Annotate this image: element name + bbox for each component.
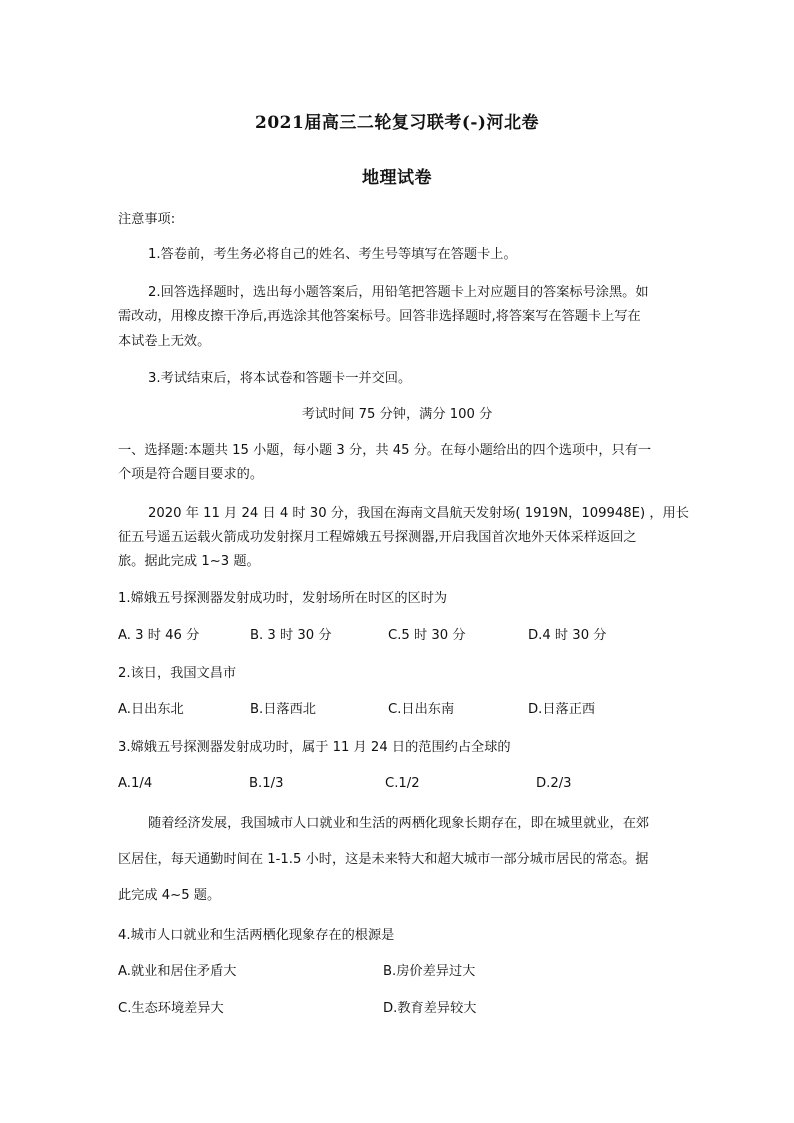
notice-item-3: 3.考试结束后，将本试卷和答题卡一并交回。 xyxy=(148,371,412,386)
question-1-stem: 1.嫦娥五号探测器发射成功时，发射场所在时区的区时为 xyxy=(118,591,448,606)
question-1-option-d: D.4 时 30 分 xyxy=(528,628,607,643)
question-3-stem: 3.嫦娥五号探测器发射成功时，属于 11 月 24 日的范围约占全球的 xyxy=(118,740,511,755)
passage-1-line-3: 旅。据此完成 1~3 题。 xyxy=(118,554,260,569)
question-4-option-b: B.房价差异过大 xyxy=(383,964,476,979)
section-1-intro-line-1: 一、选择题:本题共 15 小题，每小题 3 分，共 45 分。在每小题给出的四个选项中，只有一 xyxy=(118,443,652,458)
question-2-option-c: C.日出东南 xyxy=(388,702,455,717)
passage-2-line-3: 此完成 4~5 题。 xyxy=(118,888,221,903)
notice-item-2-line-3: 本试卷上无效。 xyxy=(118,334,211,349)
question-4-option-d: D.教育差异较大 xyxy=(383,1001,477,1016)
question-2-stem: 2.该日，我国文昌市 xyxy=(118,666,237,681)
question-4-stem: 4.城市人口就业和生活两栖化现象存在的根源是 xyxy=(118,928,395,943)
notice-item-2-line-2: 需改动，用橡皮擦干净后,再选涂其他答案标号。回答非选择题时,将答案写在答题卡上写在 xyxy=(118,309,641,324)
question-2-option-d: D.日落正西 xyxy=(528,702,596,717)
exam-title: 2021届高三二轮复习联考(-)河北卷 xyxy=(255,113,539,133)
notice-heading: 注意事项: xyxy=(118,212,176,227)
notice-item-1: 1.答卷前，考生务必将自己的姓名、考生号等填写在答题卡上。 xyxy=(148,247,517,262)
passage-1-line-2: 征五号遥五运载火箭成功发射探月工程嫦娥五号探测器,开启我国首次地外天体采样返回之 xyxy=(118,530,637,545)
section-1-intro-line-2: 个项是符合题目要求的。 xyxy=(118,467,264,482)
passage-1-line-1: 2020 年 11 月 24 日 4 时 30 分，我国在海南文昌航天发射场( 1919N，109948E) ，用长 xyxy=(148,506,689,521)
question-3-option-d: D.2/3 xyxy=(536,776,572,791)
exam-time-score: 考试时间 75 分钟，满分 100 分 xyxy=(301,407,493,422)
question-4-option-a: A.就业和居住矛盾大 xyxy=(118,964,237,979)
passage-2-line-1: 随着经济发展，我国城市人口就业和生活的两栖化现象长期存在，即在城里就业，在郊 xyxy=(148,816,650,831)
question-4-option-c: C.生态环境差异大 xyxy=(118,1001,224,1016)
question-3-option-b: B.1/3 xyxy=(249,776,284,791)
passage-2-line-2: 区居住，每天通勤时间在 1-1.5 小时，这是未来特大和超大城市一部分城市居民的常态。据 xyxy=(118,852,649,867)
question-3-option-c: C.1/2 xyxy=(385,776,420,791)
question-1-option-b: B. 3 时 30 分 xyxy=(250,628,332,643)
question-1-option-c: C.5 时 30 分 xyxy=(388,628,466,643)
question-3-option-a: A.1/4 xyxy=(118,776,153,791)
question-1-option-a: A. 3 时 46 分 xyxy=(118,628,200,643)
question-2-option-b: B.日落西北 xyxy=(250,702,316,717)
notice-item-2-line-1: 2.回答选择题时，选出每小题答案后，用铅笔把答题卡上对应题目的答案标号涂黑。如 xyxy=(148,285,649,300)
question-2-option-a: A.日出东北 xyxy=(118,702,184,717)
subject-title: 地理试卷 xyxy=(362,168,432,188)
